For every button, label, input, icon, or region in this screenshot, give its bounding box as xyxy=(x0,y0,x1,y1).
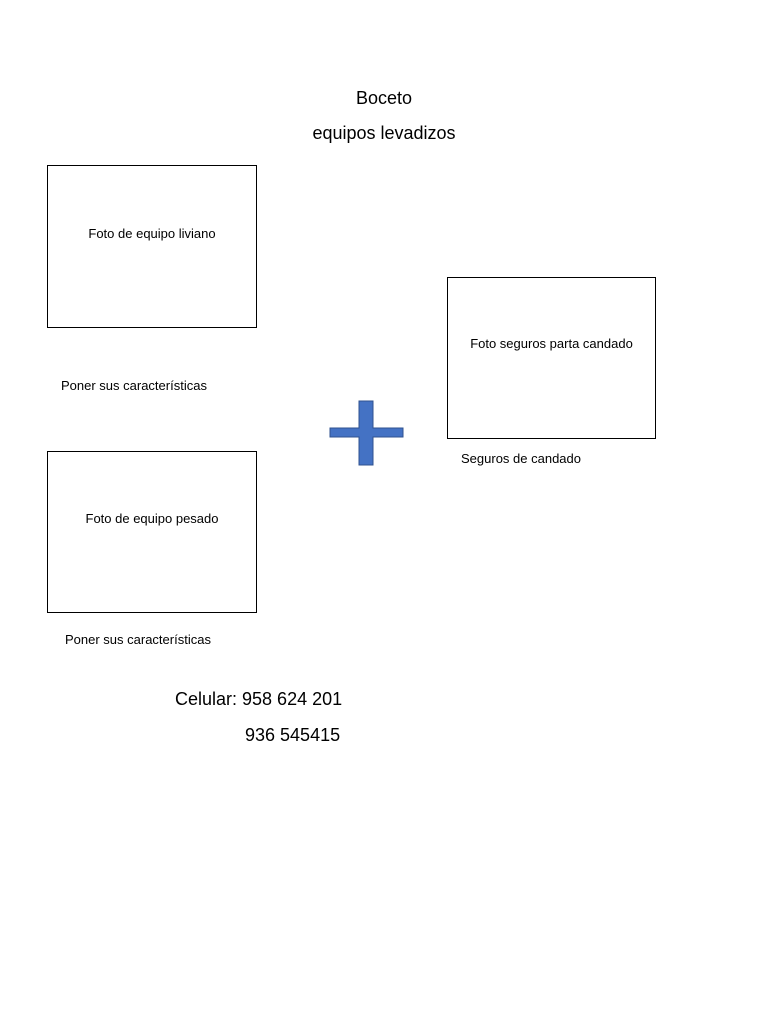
padlock-photo-placeholder xyxy=(447,277,656,439)
heavy-equipment-caption: Poner sus características xyxy=(65,632,211,647)
phone-number-secondary: 936 545415 xyxy=(245,725,341,745)
document-title: Boceto xyxy=(355,88,413,108)
phone-number-primary: Celular: 958 624 201 xyxy=(175,689,343,709)
padlock-caption: Seguros de candado xyxy=(461,451,581,466)
plus-icon xyxy=(329,400,405,466)
heavy-equipment-photo-label: Foto de equipo pesado xyxy=(85,511,219,526)
plus-shape-path xyxy=(330,401,403,465)
light-equipment-photo-placeholder xyxy=(47,165,257,328)
padlock-photo-label: Foto seguros parta candado xyxy=(470,336,633,351)
document-subtitle: equipos levadizos xyxy=(312,123,456,143)
heavy-equipment-photo-placeholder xyxy=(47,451,257,613)
light-equipment-photo-label: Foto de equipo liviano xyxy=(88,226,216,241)
light-equipment-caption: Poner sus características xyxy=(61,378,207,393)
